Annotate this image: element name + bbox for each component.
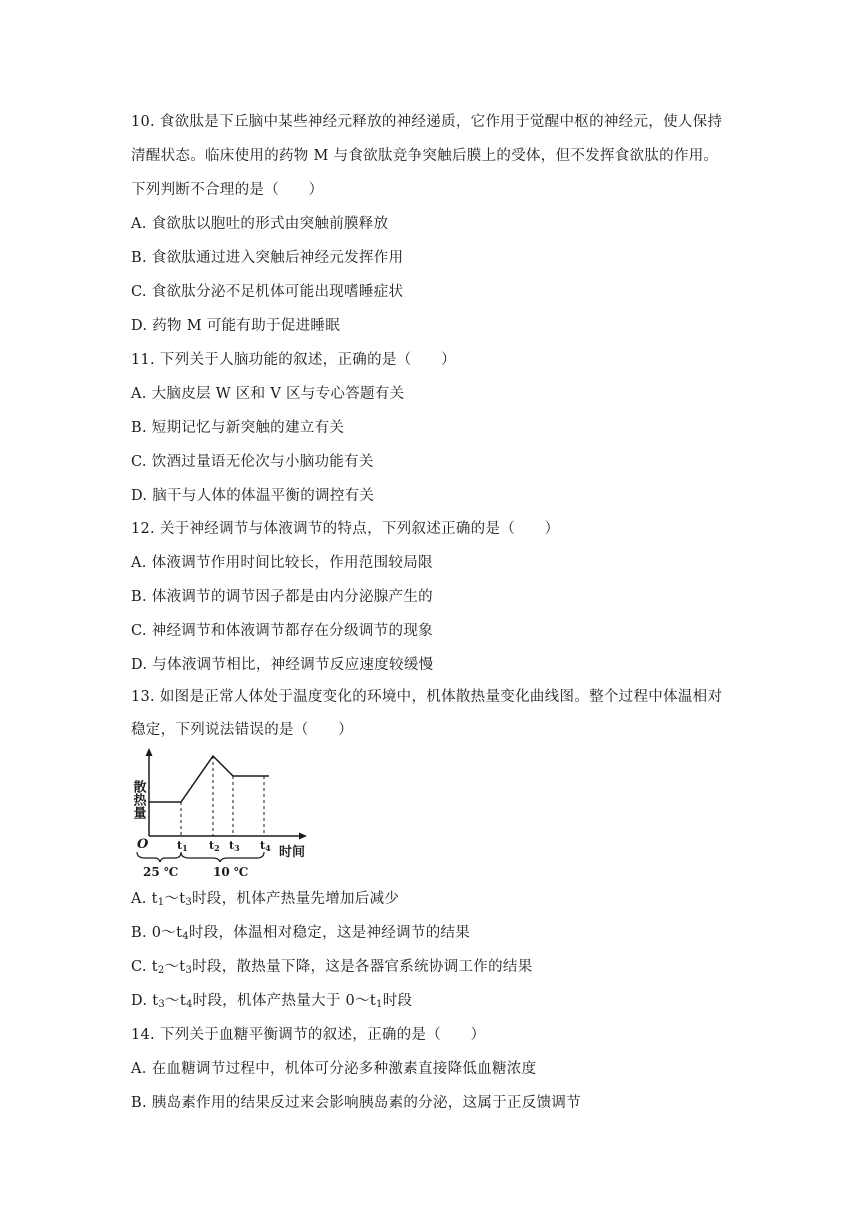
y-axis-arrow xyxy=(146,748,153,756)
segment-label-10c: 10 ℃ xyxy=(213,865,249,879)
q13a-text-3: 时段，机体产热量先增加后减少 xyxy=(192,891,400,907)
q12-option-d: D. 与体液调节相比，神经调节反应速度较缓慢 xyxy=(131,657,434,673)
brace-10c xyxy=(181,852,264,862)
q10-stem-line-2: 清醒状态。临床使用的药物 M 与食欲肽竞争突触后膜上的受体，但不发挥食欲肽的作用。 xyxy=(131,148,719,164)
q13d-text-4: 时段 xyxy=(382,993,413,1009)
tick-t3: t3 xyxy=(229,839,240,853)
q13c-sub-2: 3 xyxy=(185,965,193,976)
q11-option-d: D. 脑干与人体的体温平衡的调控有关 xyxy=(131,488,375,504)
heat-dissipation-curve xyxy=(149,756,269,802)
q13c-sub-1: 2 xyxy=(157,965,165,976)
q13a-sub-1: 1 xyxy=(157,897,165,908)
q11-option-c: C. 饮酒过量语无伦次与小脑功能有关 xyxy=(131,454,374,470)
q10-option-b: B. 食欲肽通过进入突触后神经元发挥作用 xyxy=(131,250,404,266)
q13d-text-2: ～t xyxy=(165,993,186,1009)
segment-label-25c: 25 ℃ xyxy=(143,865,179,879)
heat-dissipation-svg xyxy=(131,746,321,882)
q13b-text-2: 时段，体温相对稳定，这是神经调节的结果 xyxy=(188,925,471,941)
x-axis-arrow xyxy=(299,833,307,840)
q14-option-b: B. 胰岛素作用的结果反过来会影响胰岛素的分泌，这属于正反馈调节 xyxy=(131,1095,581,1111)
q10-stem-line-1: 10. 食欲肽是下丘脑中某些神经元释放的神经递质，它作用于觉醒中枢的神经元，使人保持 xyxy=(131,114,723,130)
q13c-text-1: C. t xyxy=(131,959,158,975)
tick-t1: t1 xyxy=(177,839,188,853)
q13-option-b xyxy=(131,923,470,947)
brace-25c xyxy=(137,852,181,862)
q12-option-b: B. 体液调节的调节因子都是由内分泌腺产生的 xyxy=(131,589,433,605)
q13-stem-line-2: 稳定，下列说法错误的是（ ） xyxy=(131,722,353,738)
q10-stem-line-3: 下列判断不合理的是（ ） xyxy=(131,182,324,198)
q13a-text-1: A. t xyxy=(131,891,158,907)
q11-stem: 11. 下列关于人脑功能的叙述，正确的是（ ） xyxy=(131,352,456,368)
q13b-sub-1: 4 xyxy=(182,931,189,942)
q14-stem: 14. 下列关于血糖平衡调节的叙述，正确的是（ ） xyxy=(131,1027,486,1043)
y-axis-label: 散热量 xyxy=(131,780,146,819)
q13a-sub-2: 3 xyxy=(185,897,192,908)
q13d-sub-2: 4 xyxy=(185,999,193,1010)
q13d-text-1: D. t xyxy=(131,993,159,1009)
q13d-sub-3: 1 xyxy=(376,999,383,1010)
q13a-text-2: ～t xyxy=(164,891,186,907)
q13-option-a xyxy=(131,889,399,913)
q11-option-b: B. 短期记忆与新突触的建立有关 xyxy=(131,420,345,436)
q13-option-c xyxy=(131,957,533,981)
q14-option-a: A. 在血糖调节过程中，机体可分泌多种激素直接降低血糖浓度 xyxy=(131,1061,537,1077)
tick-t2: t2 xyxy=(209,839,220,853)
origin-label: O xyxy=(137,837,149,852)
q13d-text-3: 时段，机体产热量大于 0～t xyxy=(192,993,377,1009)
q13d-sub-1: 3 xyxy=(158,999,166,1010)
heat-dissipation-graph xyxy=(131,746,321,882)
q12-option-c: C. 神经调节和体液调节都存在分级调节的现象 xyxy=(131,623,433,639)
tick-t4: t4 xyxy=(260,839,271,853)
q13-stem-line-1: 13. 如图是正常人体处于温度变化的环境中，机体散热量变化曲线图。整个过程中体温相对 xyxy=(131,689,723,705)
q13c-text-2: ～t xyxy=(164,959,186,975)
q10-option-d: D. 药物 M 可能有助于促进睡眠 xyxy=(131,318,340,334)
q13c-text-3: 时段，散热量下降，这是各器官系统协调工作的结果 xyxy=(192,959,533,975)
q12-stem: 12. 关于神经调节与体液调节的特点，下列叙述正确的是（ ） xyxy=(131,521,560,537)
q10-option-c: C. 食欲肽分泌不足机体可能出现嗜睡症状 xyxy=(131,284,404,300)
q11-option-a: A. 大脑皮层 W 区和 V 区与专心答题有关 xyxy=(131,386,405,402)
q13b-text-1: B. 0～t xyxy=(131,925,183,941)
q13-option-d xyxy=(131,991,412,1015)
x-axis-label: 时间 xyxy=(279,845,306,860)
q10-option-a: A. 食欲肽以胞吐的形式由突触前膜释放 xyxy=(131,216,389,232)
q12-option-a: A. 体液调节作用时间比较长，作用范围较局限 xyxy=(131,555,433,571)
